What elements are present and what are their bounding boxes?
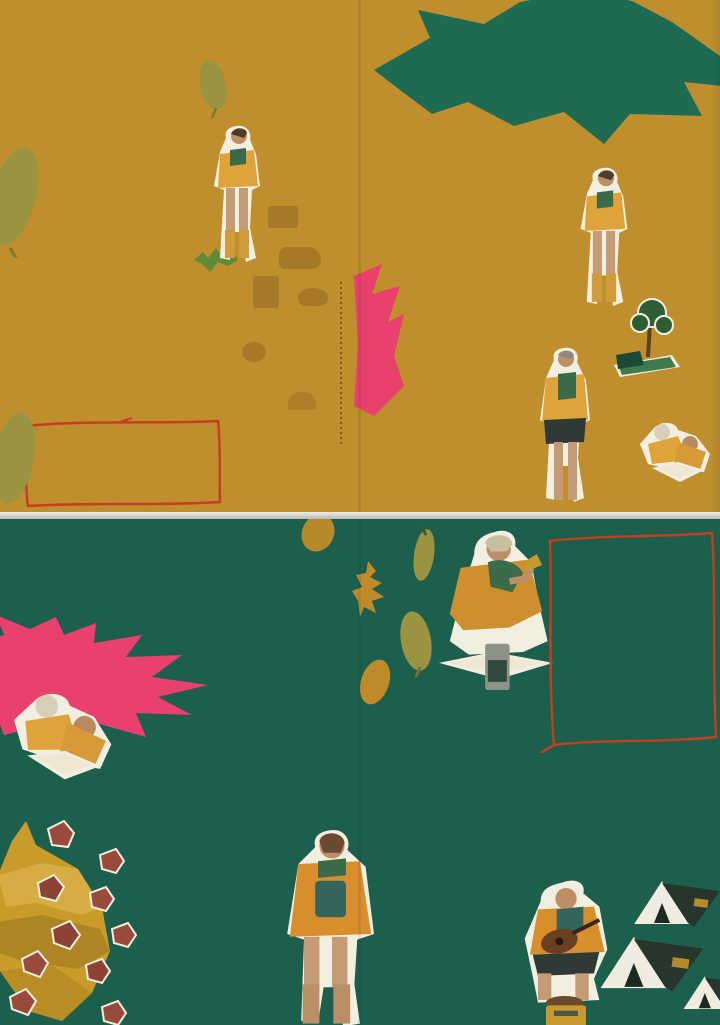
partner-logo <box>298 288 328 306</box>
fold-line <box>358 0 361 512</box>
venue-entry-carignan <box>85 346 315 361</box>
leaf-icon <box>0 408 40 512</box>
paper-tent <box>682 971 720 1015</box>
paper-tent <box>632 877 720 929</box>
photo-tree-cutout <box>610 293 682 379</box>
photo-pair-writing <box>0 685 128 819</box>
fold-line <box>358 519 361 1025</box>
photo-man-looking-up <box>530 346 598 504</box>
event-block <box>140 864 158 872</box>
leaf-icon <box>296 519 340 553</box>
workshop-herbier <box>554 745 712 747</box>
workshop-petite-tente <box>554 547 712 549</box>
partner-logo <box>242 342 266 362</box>
partner-logo <box>288 392 316 410</box>
leaf-icon <box>0 140 42 258</box>
photo-pair-writing <box>634 420 718 506</box>
petite-tente-box <box>540 527 720 753</box>
spine-microtext <box>340 282 342 447</box>
leaf-icon <box>356 657 394 707</box>
partner-logo <box>268 206 298 228</box>
workshop-musical <box>388 745 540 747</box>
partner-logo-maison-enfance <box>284 443 326 446</box>
photo-child-looking-up <box>206 124 268 264</box>
leaf-blob <box>372 0 720 156</box>
partner-logo <box>253 276 279 308</box>
front-panels <box>0 0 720 512</box>
photo-standing-woman <box>262 827 388 1025</box>
photo-child-looking-up <box>572 166 636 308</box>
page-edge <box>711 0 720 512</box>
page-gap <box>0 512 720 519</box>
inside-panels <box>0 519 720 1025</box>
pinecone-with-houses <box>0 811 142 1025</box>
leaf-icon <box>196 58 230 118</box>
partner-logo <box>279 247 321 269</box>
